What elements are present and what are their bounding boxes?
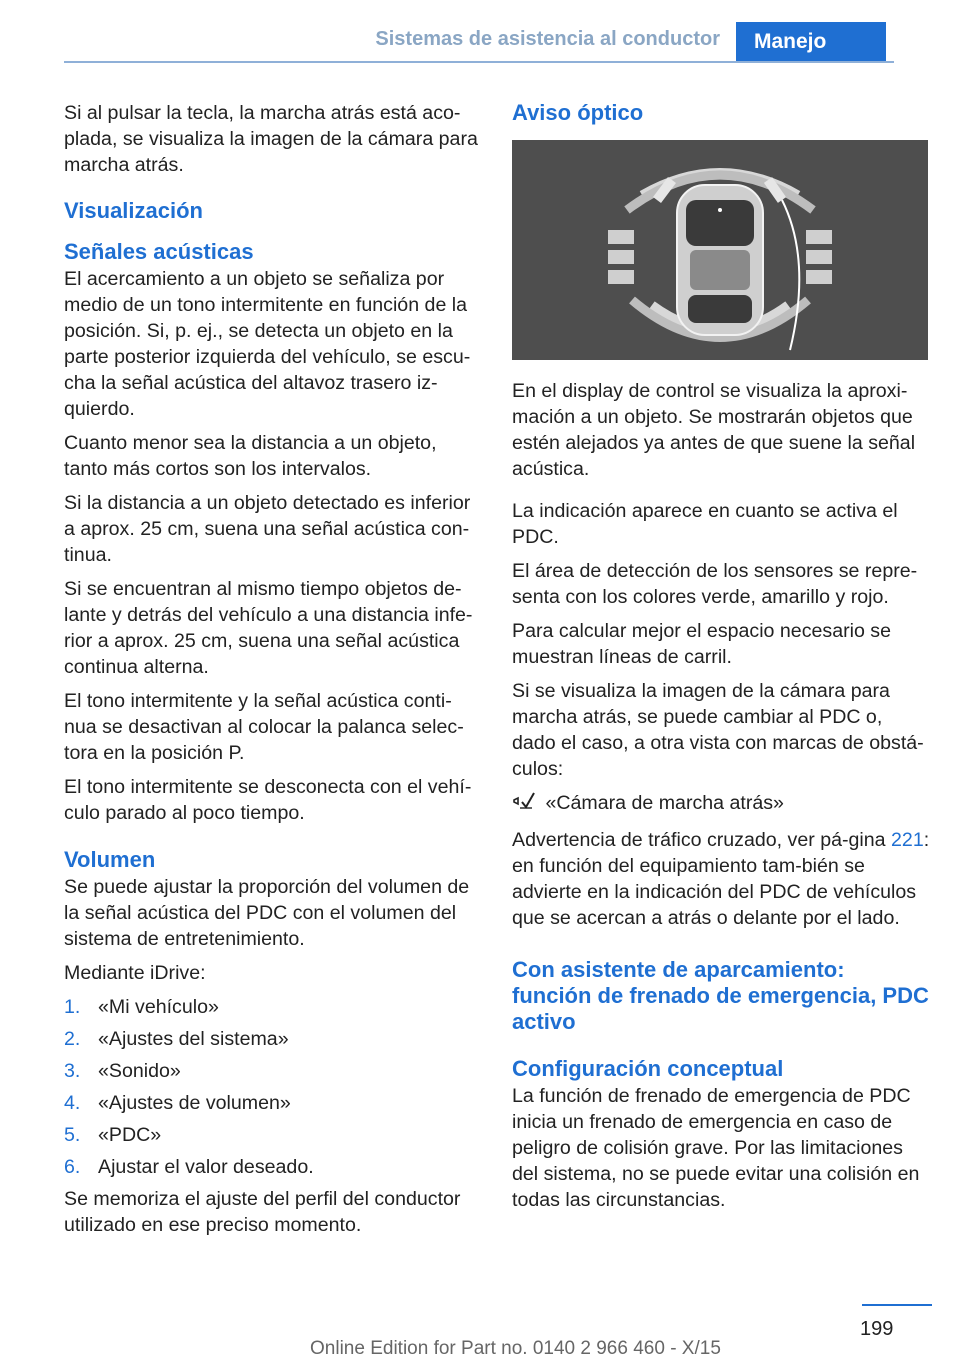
paragraph: El acercamiento a un objeto se señaliza por medio de un tono intermitente en función de la posición. Si, p. ej., se detecta un objeto en la parte posterior izquierda del vehículo, se escu-cha la señal acústica del altavoz trasero iz-quierdo. — [64, 268, 471, 420]
list-item — [64, 1026, 482, 1052]
paragraph: Si se visualiza la imagen de la cámara para marcha atrás, se puede cambiar al PDC o, dado el caso, a otra vista con marcas de obstá-culos: — [512, 680, 924, 780]
paragraph: La función de frenado de emergencia de PDC inicia un frenado de emergencia en caso de peligro de colisión grave. Por las limitaciones del sistema, no se puede evitar una colisión en todas las circunstancias. — [512, 1085, 920, 1211]
page-link[interactable]: 221 — [891, 829, 924, 851]
paragraph: Cuanto menor sea la distancia a un objeto, tanto más cortos son los intervalos. — [64, 432, 437, 480]
chapter-tab: Manejo — [736, 22, 886, 62]
heading-configuracion: Configuración conceptual — [512, 1056, 784, 1081]
list-item — [64, 1058, 482, 1084]
left-column — [64, 100, 482, 1246]
camera-option — [512, 790, 930, 819]
paragraph: La indicación aparece en cuanto se activa el PDC. — [512, 500, 898, 548]
paragraph: Si la distancia a un objeto detectado es inferior a aprox. 25 cm, suena una señal acústica con-tinua. — [64, 492, 471, 566]
paragraph: El área de detección de los sensores se repre-senta con los colores verde, amarillo y rojo. — [512, 560, 918, 608]
paragraph: El tono intermitente se desconecta con el vehí-culo parado al poco tiempo. — [64, 776, 472, 824]
step-text: «PDC» — [98, 1124, 162, 1146]
step-text: «Mi vehículo» — [98, 996, 219, 1018]
paragraph: En el display de control se visualiza la aproxi-mación a un objeto. Se mostrarán objetos que estén alejados ya antes de que suene la señal acústica. — [512, 380, 916, 480]
paragraph: Si se encuentran al mismo tiempo objetos de-lante y detrás del vehículo a una distancia infe-rior a aprox. 25 cm, suena una señal acústica continua alterna. — [64, 578, 473, 678]
heading-volumen: Volumen — [64, 847, 156, 872]
step-number: 5. — [64, 1124, 81, 1146]
step-number: 3. — [64, 1060, 81, 1082]
intro-paragraph: Si al pulsar la tecla, la marcha atrás está aco-plada, se visualiza la imagen de la cámara para marcha atrás. — [64, 102, 478, 176]
pdc-display-image — [512, 140, 928, 360]
step-number: 1. — [64, 996, 81, 1018]
text-run: Advertencia de tráfico cruzado, ver pá-gina — [512, 829, 892, 851]
list-item — [64, 994, 482, 1020]
paragraph: Para calcular mejor el espacio necesario se muestran líneas de carril. — [512, 620, 891, 668]
text-run: : en función del equipamiento tam-bién se advierte en la indicación del PDC de vehículos que se acercan a atrás o delante por el lado. — [512, 829, 930, 929]
heading-asistente: Con asistente de aparcamiento: función de frenado de emergencia, PDC activo — [512, 957, 929, 1034]
paragraph: El tono intermitente y la señal acústica conti-nua se desactivan al colocar la palanca selec-tora en la posición P. — [64, 690, 464, 764]
right-column — [512, 100, 930, 1221]
paragraph: Mediante iDrive: — [64, 962, 206, 984]
steps-list — [64, 994, 482, 1180]
page-header — [0, 0, 960, 62]
step-text: «Sonido» — [98, 1060, 181, 1082]
section-title: Sistemas de asistencia al conductor — [375, 28, 720, 50]
step-number: 4. — [64, 1092, 81, 1114]
paragraph: Se memoriza el ajuste del perfil del conductor utilizado en ese preciso momento. — [64, 1188, 461, 1236]
step-number: 6. — [64, 1156, 81, 1178]
paragraph — [512, 827, 930, 931]
heading-senales-acusticas: Señales acústicas — [64, 239, 254, 264]
list-item — [64, 1090, 482, 1116]
step-text: Ajustar el valor deseado. — [98, 1156, 314, 1178]
step-text: «Ajustes de volumen» — [98, 1092, 291, 1114]
footer-edition: Online Edition for Part no. 0140 2 966 460 - X/15 — [310, 1338, 721, 1359]
camera-check-icon — [512, 790, 540, 819]
list-item — [64, 1122, 482, 1148]
list-item — [64, 1154, 482, 1180]
paragraph: Se puede ajustar la proporción del volumen de la señal acústica del PDC con el volumen del sistema de entretenimiento. — [64, 876, 470, 950]
heading-visualizacion: Visualización — [64, 198, 203, 223]
header-divider — [64, 61, 894, 63]
camera-option-label: «Cámara de marcha atrás» — [545, 792, 784, 814]
step-number: 2. — [64, 1028, 81, 1050]
page-number: 199 — [860, 1318, 894, 1340]
footer-divider — [862, 1304, 932, 1306]
pdc-illustration — [512, 140, 928, 360]
heading-aviso-optico: Aviso óptico — [512, 100, 644, 125]
step-text: «Ajustes del sistema» — [98, 1028, 289, 1050]
